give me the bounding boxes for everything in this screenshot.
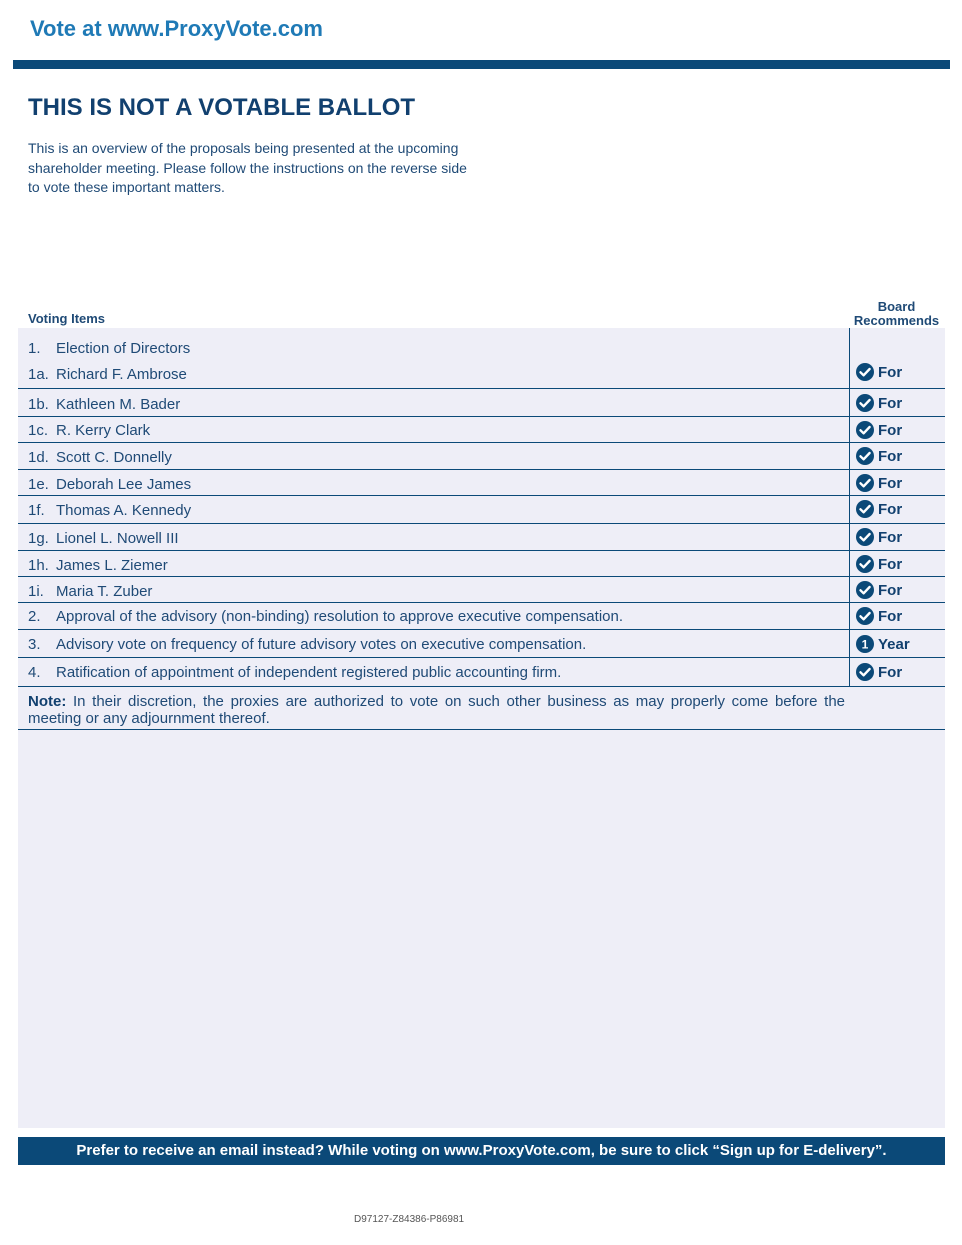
note-text <box>28 693 845 727</box>
recommendation-label: For <box>878 581 903 599</box>
table-row <box>18 443 945 470</box>
board-recommendation <box>856 500 902 518</box>
item-number: 3. <box>28 636 41 653</box>
note-row <box>18 687 945 730</box>
item-text: Approval of the advisory (non-binding) resolution to approve executive compensation. <box>56 608 623 625</box>
recommendation-label: For <box>878 500 903 518</box>
item-text: Advisory vote on frequency of future advisory votes on executive compensation. <box>56 636 587 653</box>
table-row <box>18 551 945 577</box>
item-text: Ratification of appointment of independent registered public accounting firm. <box>56 664 562 681</box>
edelivery-banner: Prefer to receive an email instead? While voting on www.ProxyVote.com, be sure to click “Sign up for E-delivery”. <box>18 1137 945 1165</box>
voting-item <box>28 557 168 574</box>
table-row <box>18 328 945 389</box>
table-row <box>18 630 945 658</box>
recommendation-label: For <box>878 663 903 681</box>
voting-item <box>28 530 179 547</box>
column-divider <box>849 577 850 602</box>
column-divider <box>849 417 850 442</box>
item-text: Lionel L. Nowell III <box>56 530 179 547</box>
board-recommendation <box>856 607 902 625</box>
item-text: Thomas A. Kennedy <box>56 502 192 519</box>
check-icon <box>856 528 874 546</box>
recommendation-label: For <box>878 363 903 381</box>
voting-item <box>28 502 191 519</box>
recommendation-label: For <box>878 447 903 465</box>
item-number: 1c. <box>28 422 49 439</box>
recommendation-label: For <box>878 421 903 439</box>
column-divider <box>849 470 850 495</box>
check-icon <box>856 581 874 599</box>
item-text: Richard F. Ambrose <box>56 366 187 383</box>
check-icon <box>856 500 874 518</box>
intro-paragraph: This is an overview of the proposals being presented at the upcoming shareholder meeting. Please follow the instructions on the reverse side to vote these important matters. <box>28 140 467 195</box>
item-number: 1f. <box>28 502 45 519</box>
check-icon <box>856 474 874 492</box>
recommendation-label: For <box>878 555 903 573</box>
voting-item <box>28 636 586 653</box>
check-icon <box>856 555 874 573</box>
table-row <box>18 496 945 524</box>
recommendation-label: For <box>878 528 903 546</box>
board-recommendation <box>856 635 910 653</box>
column-divider <box>849 603 850 629</box>
recommendation-label: For <box>878 474 903 492</box>
table-row <box>18 417 945 443</box>
voting-items-table <box>18 328 945 730</box>
item-number: 1h. <box>28 557 49 574</box>
board-recommendation <box>856 555 902 573</box>
column-divider <box>849 658 850 686</box>
table-row <box>18 603 945 630</box>
note-body: In their discretion, the proxies are authorized to vote on such other business as may properly come before the meeting or any adjournment thereof. <box>28 693 846 727</box>
item-number: 1a. <box>28 366 49 383</box>
voting-item <box>28 608 623 625</box>
board-recommendation <box>856 447 902 465</box>
item-number: 1i. <box>28 583 44 600</box>
item-number: 1d. <box>28 449 49 466</box>
item-text: Scott C. Donnelly <box>56 449 172 466</box>
board-recommendation <box>856 528 902 546</box>
voting-item <box>28 449 172 466</box>
board-recommendation <box>856 474 902 492</box>
board-recommendation <box>856 581 902 599</box>
board-recommendation <box>856 394 902 412</box>
item-text: Maria T. Zuber <box>56 583 153 600</box>
table-row <box>18 470 945 496</box>
recommendation-label: For <box>878 394 903 412</box>
item-text: James L. Ziemer <box>56 557 168 574</box>
voting-item <box>28 396 180 413</box>
voting-item <box>28 422 150 439</box>
check-icon <box>856 421 874 439</box>
check-icon <box>856 394 874 412</box>
note-label: Note: <box>28 693 67 710</box>
voting-item <box>28 583 152 600</box>
column-divider <box>849 551 850 576</box>
check-icon <box>856 363 874 381</box>
number-one-icon <box>856 635 874 653</box>
item-number: 1e. <box>28 476 49 493</box>
check-icon <box>856 607 874 625</box>
item-number: 1. <box>28 340 41 357</box>
table-row <box>18 524 945 551</box>
column-divider <box>849 630 850 657</box>
board-recommends-header: Board Recommends <box>853 299 940 328</box>
svg-text:1: 1 <box>861 637 869 652</box>
header-divider <box>13 60 950 69</box>
item-text: Election of Directors <box>56 340 191 357</box>
table-row <box>18 577 945 603</box>
voting-item <box>28 366 187 383</box>
table-row <box>18 658 945 687</box>
page-title: THIS IS NOT A VOTABLE BALLOT <box>28 94 416 121</box>
voting-items-panel <box>18 328 945 1128</box>
column-divider <box>849 389 850 416</box>
board-recommendation <box>856 363 902 381</box>
item-text: Deborah Lee James <box>56 476 192 493</box>
column-divider <box>849 328 850 388</box>
section-heading <box>28 340 190 357</box>
voting-item <box>28 664 561 681</box>
column-divider <box>849 496 850 523</box>
check-icon <box>856 663 874 681</box>
item-number: 4. <box>28 664 41 681</box>
item-number: 2. <box>28 608 41 625</box>
board-recommendation <box>856 421 902 439</box>
header-title: Vote at www.ProxyVote.com <box>30 16 323 41</box>
voting-item <box>28 476 191 493</box>
column-divider <box>849 443 850 469</box>
table-row <box>18 389 945 417</box>
item-text: R. Kerry Clark <box>56 422 151 439</box>
voting-items-header: Voting Items <box>28 311 106 326</box>
item-number: 1b. <box>28 396 49 413</box>
recommendation-label: For <box>878 607 903 625</box>
board-recommendation <box>856 663 902 681</box>
check-icon <box>856 447 874 465</box>
item-number: 1g. <box>28 530 49 547</box>
recommendation-label: Year <box>878 635 910 653</box>
item-text: Kathleen M. Bader <box>56 396 181 413</box>
document-id: D97127-Z84386-P86981 <box>354 1214 465 1225</box>
column-divider <box>849 524 850 550</box>
